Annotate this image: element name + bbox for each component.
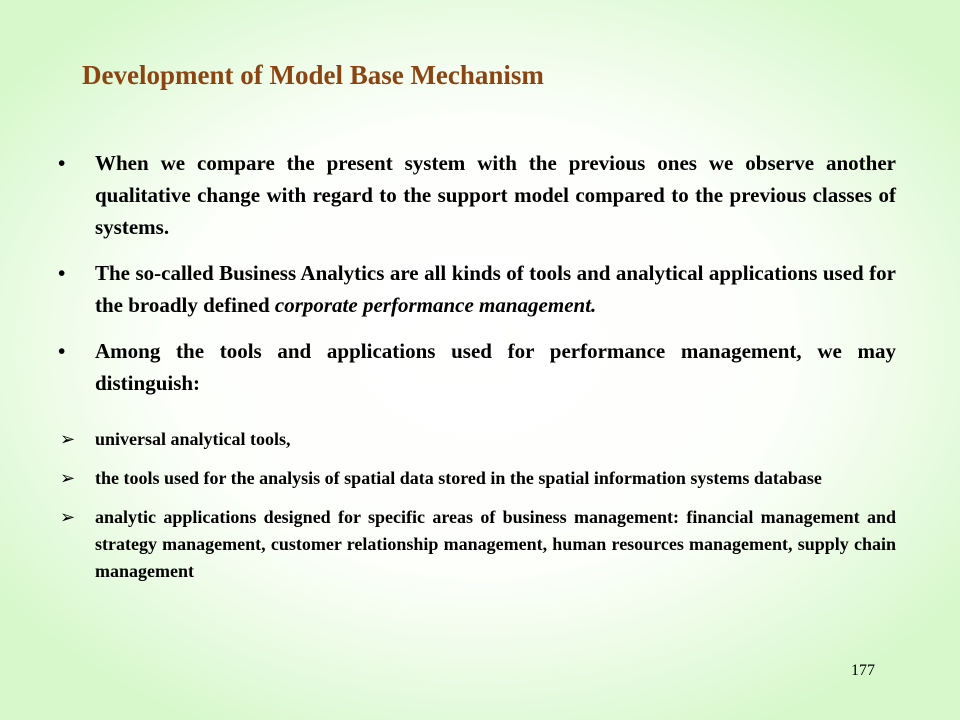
slide-title: Development of Model Base Mechanism [82,60,544,90]
bullet-item [58,257,896,321]
bullet-item [58,335,896,399]
sub-item-text: universal analytical tools, [95,429,291,449]
arrow-right-icon: ➢ [60,468,76,489]
bullet-item [58,147,896,243]
sub-item [58,426,896,453]
bullet-list [58,147,896,413]
sub-list [58,426,896,597]
sub-item [58,504,896,585]
bullet-text: When we compare the present system with the previous ones we observe another qualitative change with regard to the support model compared to the previous classes of systems. [95,151,896,239]
bullet-dot-icon: • [58,339,66,363]
bullet-text: Among the tools and applications used for performance management, we may distinguish: [95,339,896,395]
bullet-dot-icon: • [58,151,66,175]
page-number: 177 [851,662,875,679]
sub-item-text: analytic applications designed for specific areas of business management: financial management and strategy management, customer relationship management, human resources management, supply chain management [95,507,896,581]
arrow-right-icon: ➢ [60,429,76,450]
bullet-text-italic: corporate performance management. [274,293,597,317]
sub-item [58,465,896,492]
sub-item-text: the tools used for the analysis of spatial data stored in the spatial information systems database [95,468,822,488]
bullet-dot-icon: • [58,261,66,285]
arrow-right-icon: ➢ [60,507,76,528]
bullet-text: The so-called Business Analytics are all kinds of tools and analytical applications used for the broadly defined [95,261,896,317]
